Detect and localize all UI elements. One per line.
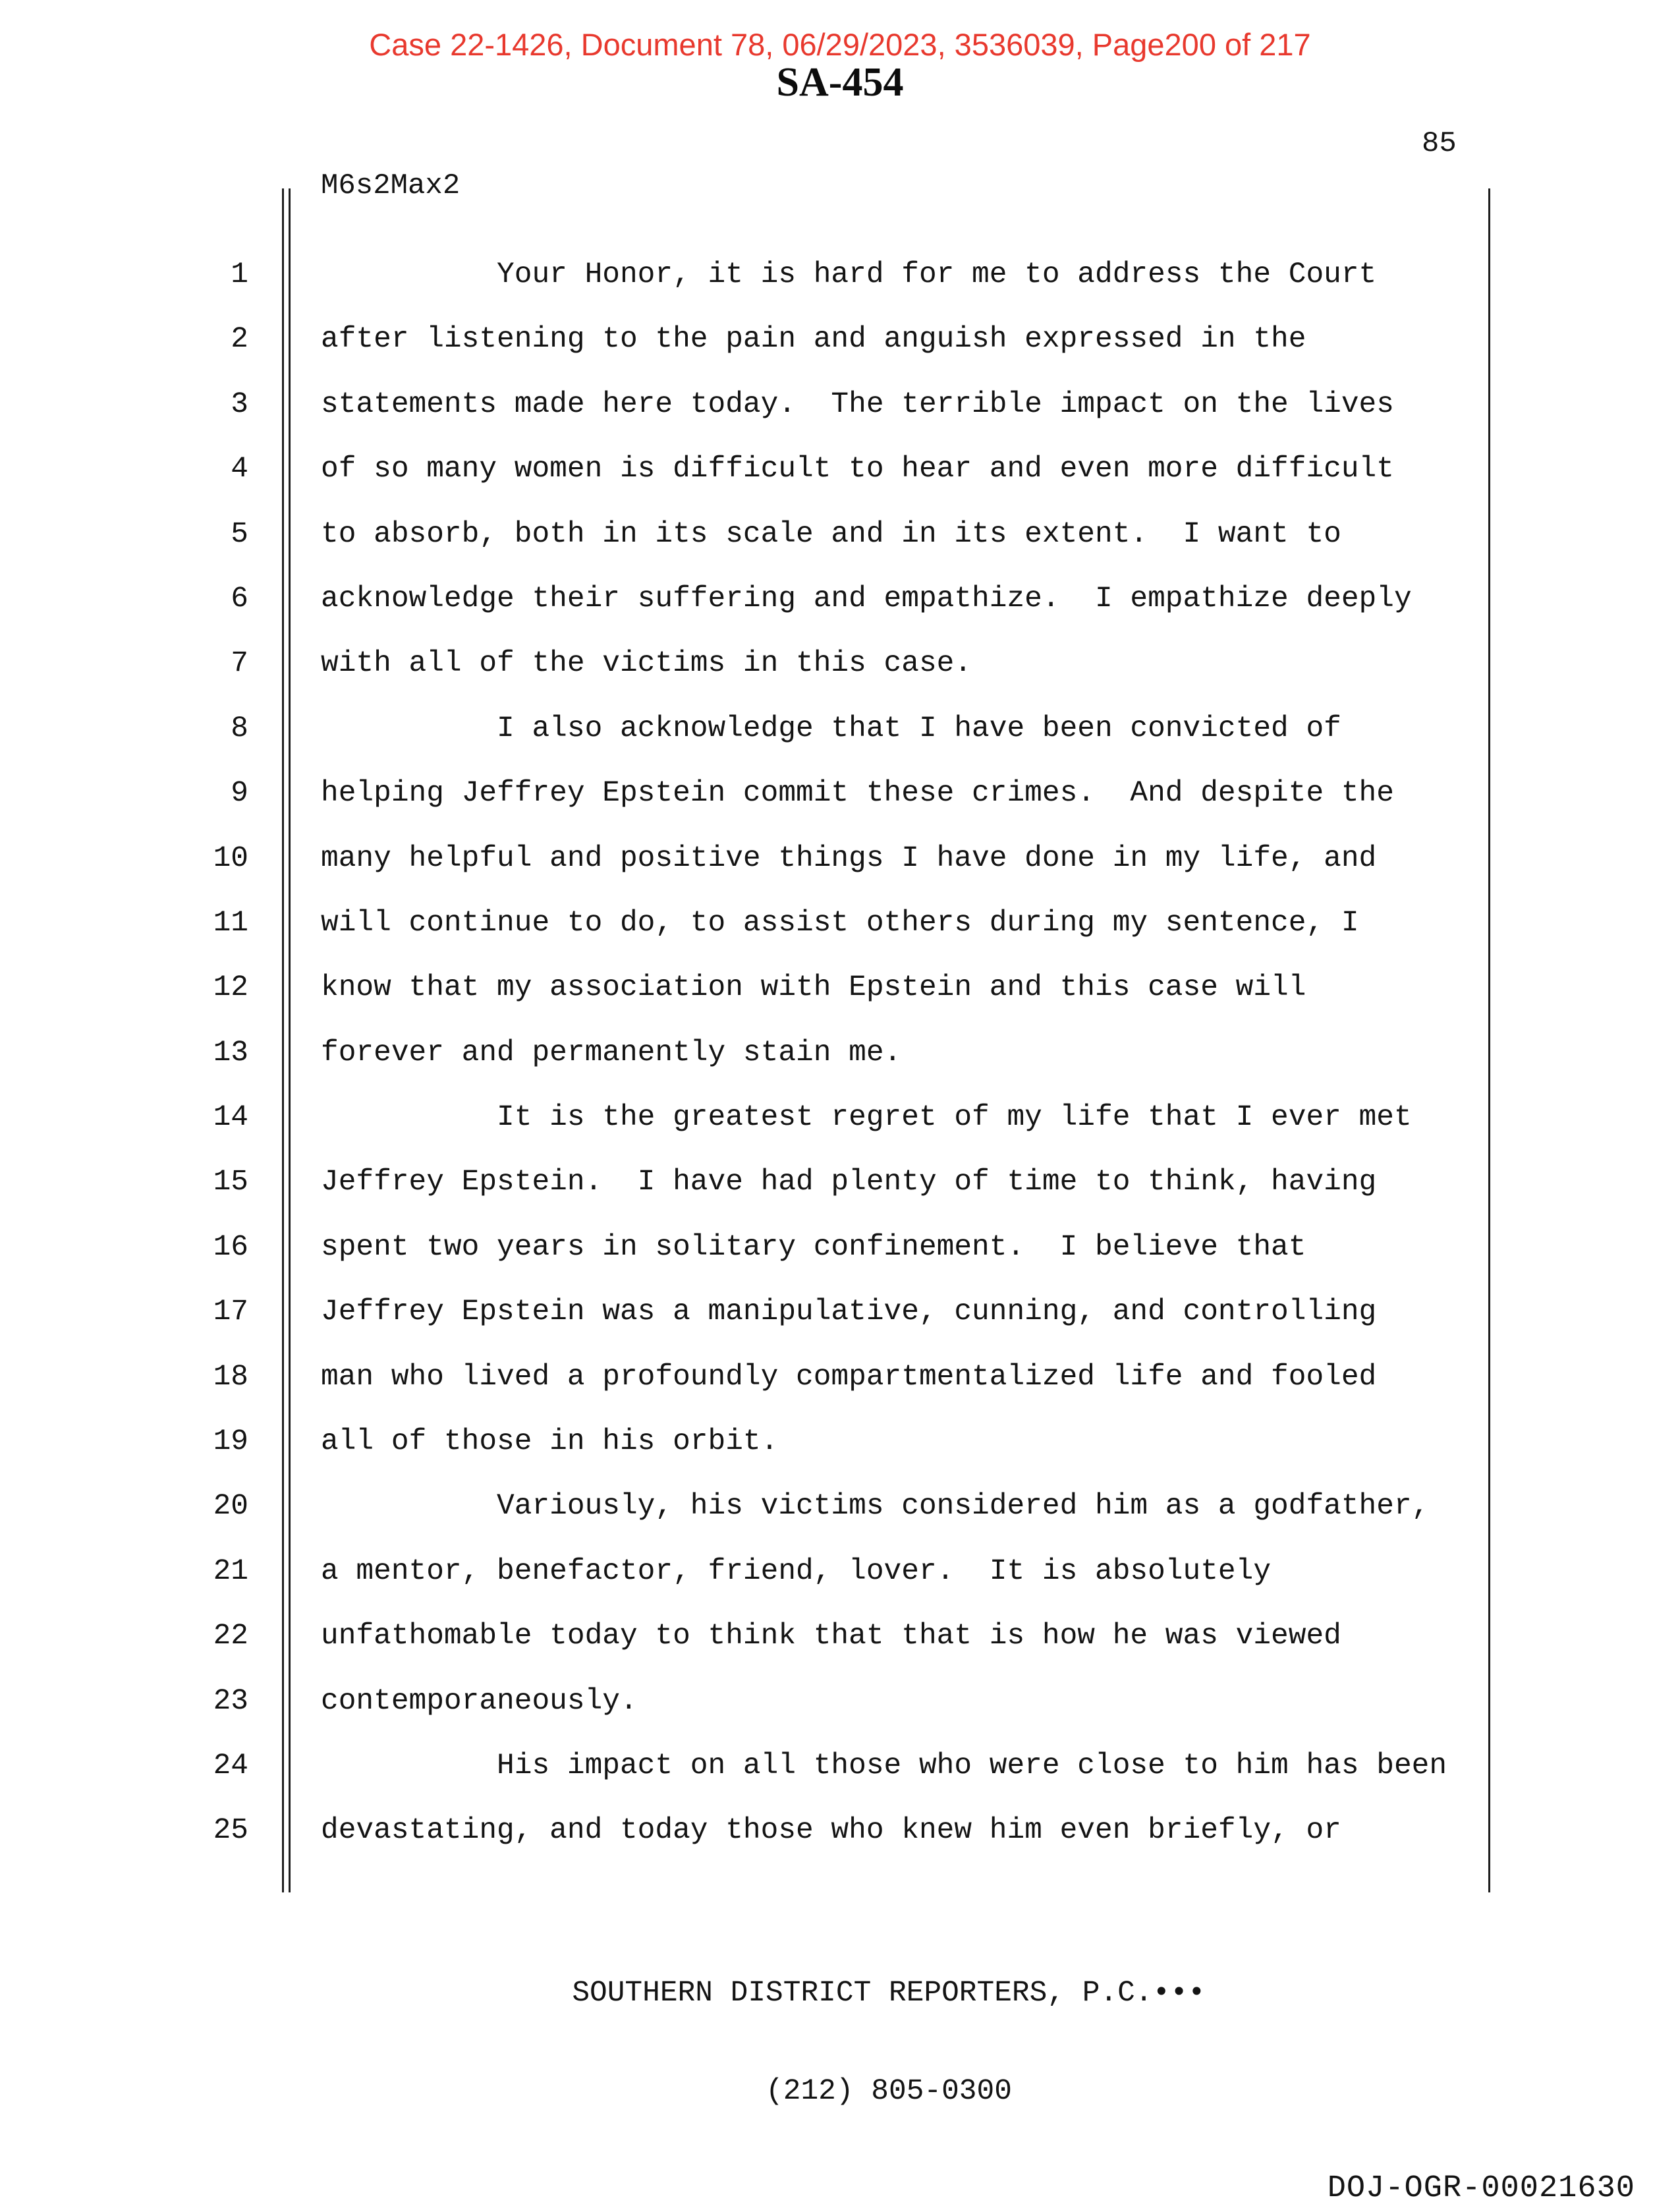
line-number: 8 <box>231 712 248 745</box>
transcript-line <box>0 307 1680 372</box>
line-text: man who lived a profoundly compartmentalized life and fooled <box>321 1360 1377 1394</box>
line-number: 25 <box>213 1814 248 1848</box>
transcript-line <box>0 242 1680 307</box>
line-number: 15 <box>213 1166 248 1199</box>
line-number: 12 <box>213 971 248 1005</box>
transcript-line <box>0 372 1680 437</box>
transcript-line <box>0 502 1680 567</box>
line-number: 3 <box>231 387 248 421</box>
line-number: 20 <box>213 1490 248 1523</box>
line-number: 10 <box>213 841 248 875</box>
line-number: 5 <box>231 517 248 551</box>
line-text: statements made here today. The terrible impact on the lives <box>321 387 1394 421</box>
transcript-line <box>0 1021 1680 1085</box>
line-text: Jeffrey Epstein was a manipulative, cunning, and controlling <box>321 1295 1377 1329</box>
transcript-line <box>0 567 1680 631</box>
transcript-line <box>0 1734 1680 1798</box>
transcript-line <box>0 437 1680 501</box>
line-number: 19 <box>213 1425 248 1459</box>
transcript-line <box>0 1280 1680 1344</box>
line-text: His impact on all those who were close to him has been <box>321 1749 1447 1782</box>
line-text: helping Jeffrey Epstein commit these crimes. And despite the <box>321 777 1394 810</box>
line-text: unfathomable today to think that that is how he was viewed <box>321 1620 1341 1653</box>
line-number: 4 <box>231 453 248 486</box>
line-text: Jeffrey Epstein. I have had plenty of time to think, having <box>321 1166 1377 1199</box>
line-text: forever and permanently stain me. <box>321 1036 902 1069</box>
transcript-line <box>0 1604 1680 1668</box>
line-text: acknowledge their suffering and empathize. I empathize deeply <box>321 582 1412 615</box>
reporter-phone: (212) 805-0300 <box>766 2074 1012 2108</box>
transcript-body <box>0 242 1680 1863</box>
line-text: a mentor, benefactor, friend, lover. It is absolutely <box>321 1554 1272 1588</box>
transcript-line <box>0 1215 1680 1280</box>
transcript-line <box>0 891 1680 955</box>
line-text: after listening to the pain and anguish expressed in the <box>321 323 1306 356</box>
line-number: 22 <box>213 1620 248 1653</box>
transcript-line <box>0 1150 1680 1214</box>
line-text: will continue to do, to assist others during my sentence, I <box>321 906 1359 940</box>
reporter-footer <box>290 1912 1488 2173</box>
line-number: 2 <box>231 323 248 356</box>
line-number: 17 <box>213 1295 248 1329</box>
page-number: 85 <box>1422 127 1457 160</box>
line-number: 14 <box>213 1101 248 1135</box>
line-number: 23 <box>213 1684 248 1718</box>
transcript-line <box>0 1669 1680 1734</box>
line-text: It is the greatest regret of my life that I ever met <box>321 1101 1412 1135</box>
line-text: of so many women is difficult to hear and even more difficult <box>321 453 1394 486</box>
line-text: Variously, his victims considered him as a godfather, <box>321 1490 1430 1523</box>
transcript-line <box>0 826 1680 891</box>
line-number: 11 <box>213 906 248 940</box>
line-number: 13 <box>213 1036 248 1069</box>
line-number: 9 <box>231 777 248 810</box>
bates-number: DOJ-OGR-00021630 <box>1327 2171 1635 2206</box>
line-number: 18 <box>213 1360 248 1394</box>
reporter-name: SOUTHERN DISTRICT REPORTERS, P.C.••• <box>572 1977 1206 2010</box>
line-number: 6 <box>231 582 248 615</box>
line-text: contemporaneously. <box>321 1684 638 1718</box>
line-number: 24 <box>213 1749 248 1782</box>
transcript-line <box>0 1345 1680 1409</box>
transcript-line <box>0 1085 1680 1150</box>
transcript-line <box>0 1798 1680 1863</box>
line-text: know that my association with Epstein and this case will <box>321 971 1306 1005</box>
line-text: I also acknowledge that I have been convicted of <box>321 712 1341 745</box>
line-number: 1 <box>231 258 248 291</box>
transcript-line <box>0 761 1680 826</box>
transcript-line <box>0 631 1680 696</box>
case-stamp-header: Case 22-1426, Document 78, 06/29/2023, 3536039, Page200 of 217 <box>369 27 1311 62</box>
transcript-line <box>0 1409 1680 1474</box>
line-text: spent two years in solitary confinement. I believe that <box>321 1230 1306 1264</box>
line-text: all of those in his orbit. <box>321 1425 779 1459</box>
line-text: with all of the victims in this case. <box>321 647 972 681</box>
line-text: devastating, and today those who knew him even briefly, or <box>321 1814 1341 1848</box>
transcript-line <box>0 1474 1680 1539</box>
transcript-line <box>0 1539 1680 1604</box>
transcript-line <box>0 696 1680 761</box>
transcript-line <box>0 955 1680 1020</box>
appendix-page-label: SA-454 <box>776 60 904 105</box>
line-text: Your Honor, it is hard for me to address the Court <box>321 258 1377 291</box>
line-text: to absorb, both in its scale and in its extent. I want to <box>321 517 1341 551</box>
line-number: 7 <box>231 647 248 681</box>
line-number: 16 <box>213 1230 248 1264</box>
line-text: many helpful and positive things I have done in my life, and <box>321 841 1377 875</box>
session-id: M6s2Max2 <box>321 169 461 202</box>
line-number: 21 <box>213 1554 248 1588</box>
